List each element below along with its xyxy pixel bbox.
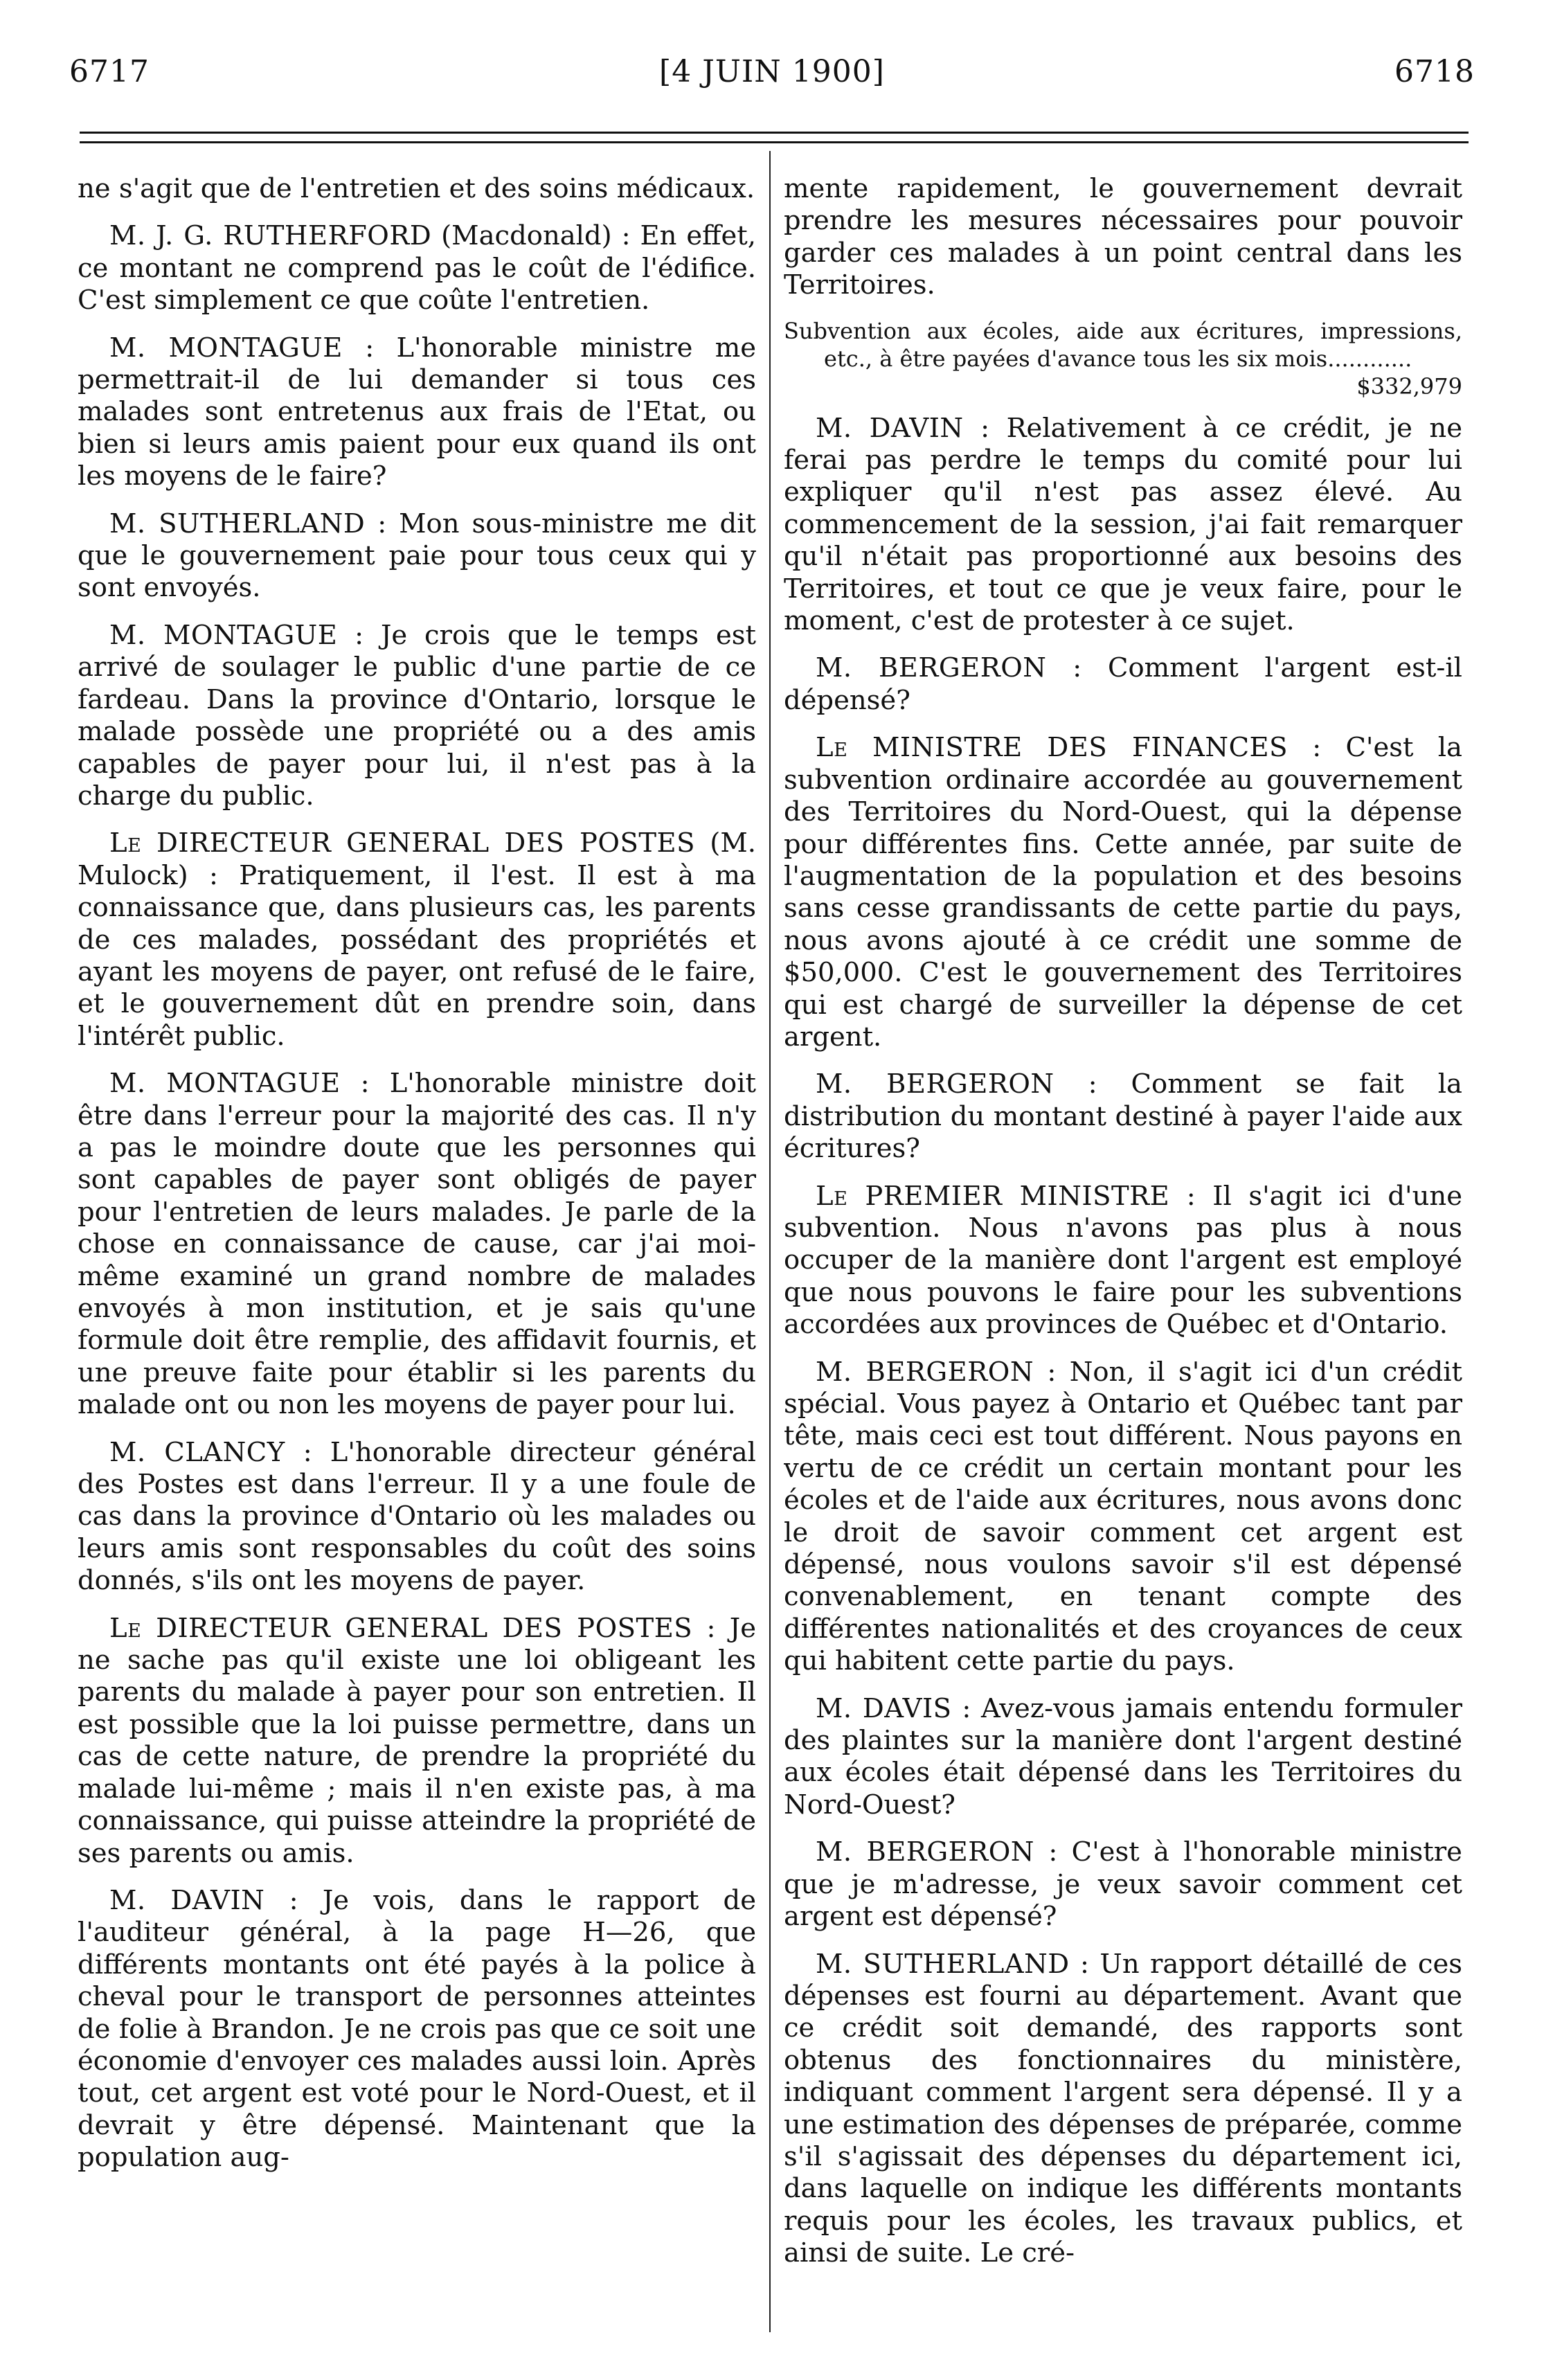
paragraph-text: : L'honorable directeur général des Postes est dans l'erreur. Il y a une foule de cas dans la province d'Ontario où les malades ou leurs amis sont responsables du coût des soins donnés, s'ils ont les moyens de payer. <box>78 1436 756 1597</box>
speaker-name: M. DAVIN <box>109 1884 265 1916</box>
page-date-header: [4 JUIN 1900] <box>659 54 885 89</box>
paragraph-text: : Il s'agit ici d'une subvention. Nous n'avons pas plus à nous occuper de la manière dont l'argent est employé que nous pouvons le faire pour les subventions accordées aux provinces de Québec et d'Ontario. <box>784 1180 1462 1341</box>
paragraph-text: mente rapidement, le gouvernement devrait prendre les mesures nécessaires pour pouvoir garder ces malades à un point central dans les Territoires. <box>784 173 1462 301</box>
paragraph <box>784 732 1462 1053</box>
speaker-name: Le MINISTRE DES FINANCES <box>816 732 1289 764</box>
speaker-name: M. BERGERON <box>816 1356 1034 1388</box>
paragraph <box>784 1949 1462 2270</box>
paragraph-text: : L'honorable ministre me permettrait-il de lui demander si tous ces malades sont entretenus aux frais de l'Etat, ou bien si leurs amis paient pour eux quand ils ont les moyens de le faire? <box>78 332 756 492</box>
page-number-right: 6718 <box>1394 54 1475 89</box>
paragraph <box>784 652 1462 717</box>
right-column <box>784 173 1462 2334</box>
paragraph <box>78 620 756 812</box>
paragraph-text: (Macdonald) : En effet, ce montant ne comprend pas le coût de l'édifice. C'est simplement ce que coûte l'entretien. <box>78 220 756 316</box>
paragraph <box>78 827 756 1053</box>
paragraph-text: : Comment se fait la distribution du montant destiné à payer l'aide aux écritures? <box>784 1068 1462 1165</box>
left-column <box>78 173 756 2334</box>
paragraph <box>78 1068 756 1421</box>
column-divider <box>769 151 771 2332</box>
paragraph-text: : Comment l'argent est-il dépensé? <box>784 652 1462 716</box>
paragraph <box>784 413 1462 638</box>
paragraph <box>78 220 756 316</box>
paragraph <box>784 1181 1462 1341</box>
paragraph-text: : Je vois, dans le rapport de l'auditeur général, à la page H—26, que différents montants ont été payés à la police à cheval pour le transport de personnes atteintes de folie à Brandon. Je ne crois pas que ce soit une économie d'envoyer ces malades aussi loin. Après tout, cet argent est voté pour le Nord-Ouest, et il devrait y être dépensé. Maintenant que la population aug- <box>78 1884 756 2174</box>
speaker-name: M. MONTAGUE <box>109 1068 341 1100</box>
speaker-name: M. SUTHERLAND <box>816 1948 1070 1980</box>
speaker-name: M. BERGERON <box>816 1836 1034 1868</box>
paragraph <box>78 508 756 605</box>
paragraph-text: : Je crois que le temps est arrivé de soulager le public d'une partie de ce fardeau. Dans la province d'Ontario, lorsque le malade possède une propriété ou a des amis capables de payer pour lui, il n'est pas à la charge du public. <box>78 619 756 812</box>
budget-item <box>784 317 1462 400</box>
paragraph-text: : C'est à l'honorable ministre que je m'adresse, je veux savoir comment cet argent est dépensé? <box>784 1836 1462 1933</box>
paragraph-text: ne s'agit que de l'entretien et des soins médicaux. <box>78 173 755 204</box>
paragraph-text: : Avez-vous jamais entendu formuler des plaintes sur la manière dont l'argent destiné aux écoles était dépensé dans les Territoires du Nord-Ouest? <box>784 1692 1462 1820</box>
paragraph-text: : C'est la subvention ordinaire accordée au gouvernement des Territoires du Nord-Ouest, qui la dépense pour différentes fins. Cette année, par suite de l'augmentation de la population et des besoins sans cesse grandissants de cette partie du pays, nous avons ajouté à ce crédit une somme de $50,000. C'est le gouvernement des Territoires qui est chargé de surveiller la dépense de cet argent. <box>784 732 1462 1053</box>
budget-item-text: Subvention aux écoles, aide aux écritures, impressions, etc., à être payées d'avance tous les six mois............ <box>784 317 1462 372</box>
header-rule-bottom <box>80 141 1469 143</box>
speaker-name: M. BERGERON <box>816 652 1047 684</box>
paragraph <box>784 173 1462 302</box>
speaker-name: M. BERGERON <box>816 1068 1054 1100</box>
paragraph-text: : Je ne sache pas qu'il existe une loi obligeant les parents du malade à payer pour son entretien. Il est possible que la loi puisse permettre, dans un cas de cette nature, de prendre la propriété du malade lui-même ; mais il n'en existe pas, à ma connaissance, qui puisse atteindre la propriété de ses parents ou amis. <box>78 1612 756 1869</box>
paragraph-text: : Un rapport détaillé de ces dépenses est fourni au département. Avant que ce crédit soit demandé, des rapports sont obtenus des fonctionnaires du ministère, indiquant comment l'argent sera dépensé. Il y a une estimation des dépenses de préparée, comme s'il s'agissait des dépenses du département ici, dans laquelle on indique les différents montants requis pour les écoles, les travaux publics, et ainsi de suite. Le cré- <box>784 1948 1462 2269</box>
paragraph <box>784 1357 1462 1678</box>
paragraph <box>78 332 756 493</box>
speaker-name: M. SUTHERLAND <box>109 508 366 539</box>
speaker-name: M. DAVIN <box>816 412 964 444</box>
paragraph <box>784 1068 1462 1165</box>
header-rule-top <box>80 132 1469 134</box>
speaker-name: Le PREMIER MINISTRE <box>816 1180 1170 1212</box>
page-number-left: 6717 <box>69 54 150 89</box>
speaker-name: M. DAVIS <box>816 1692 952 1724</box>
budget-item-amount: $332,979 <box>1356 373 1462 400</box>
paragraph <box>78 173 756 205</box>
paragraph <box>784 1836 1462 1933</box>
paragraph-text: : L'honorable ministre doit être dans l'erreur pour la majorité des cas. Il n'y a pas le moindre doute que les personnes qui sont capables de payer sont obligés de payer pour l'entretien de leurs malades. Je parle de la chose en connaissance de cause, car j'ai moi-même examiné un grand nombre de malades envoyés à mon institution, et je sais qu'une formule doit être remplie, des affidavit fournis, et une preuve faite pour établir si les parents du malade ont ou non les moyens de payer pour lui. <box>78 1068 756 1421</box>
speaker-name: M. J. G. RUTHERFORD <box>109 220 432 252</box>
speaker-name: Le DIRECTEUR GENERAL DES POSTES <box>109 827 696 859</box>
paragraph-text: : Relativement à ce crédit, je ne ferai pas perdre le temps du comité pour lui expliquer qu'il n'est pas assez élevé. Au commencement de la session, j'ai fait remarquer qu'il n'était pas proportionné aux besoins des Territoires, et tout ce que je veux faire, pour le moment, c'est de protester à ce sujet. <box>784 412 1462 637</box>
speaker-name: M. MONTAGUE <box>109 332 343 364</box>
paragraph-text: (M. Mulock) : Pratiquement, il l'est. Il est à ma connaissance que, dans plusieurs cas, les parents de ces malades, possédant des propriétés et ayant les moyens de payer, ont refusé de le faire, et le gouvernement dût en prendre soin, dans l'intérêt public. <box>78 827 756 1052</box>
paragraph <box>78 1613 756 1870</box>
speaker-name: Le DIRECTEUR GENERAL DES POSTES <box>109 1612 693 1644</box>
paragraph <box>78 1437 756 1598</box>
paragraph <box>784 1693 1462 1822</box>
paragraph <box>78 1885 756 2174</box>
paragraph-text: : Non, il s'agit ici d'un crédit spécial. Vous payez à Ontario et Québec tant par tête, mais ceci est tout différent. Nous payons en vertu de ce crédit un certain montant pour les écoles et de l'aide aux écritures, nous avons donc le droit de savoir comment cet argent est dépensé, nous voulons savoir s'il est dépensé convenablement, en tenant compte des différentes nationalités et des croyances de ceux qui habitent cette partie du pays. <box>784 1356 1462 1677</box>
speaker-name: M. MONTAGUE <box>109 619 338 651</box>
speaker-name: M. CLANCY <box>109 1436 285 1468</box>
paragraph-text: : Mon sous-ministre me dit que le gouvernement paie pour tous ceux qui y sont envoyés. <box>78 508 756 604</box>
